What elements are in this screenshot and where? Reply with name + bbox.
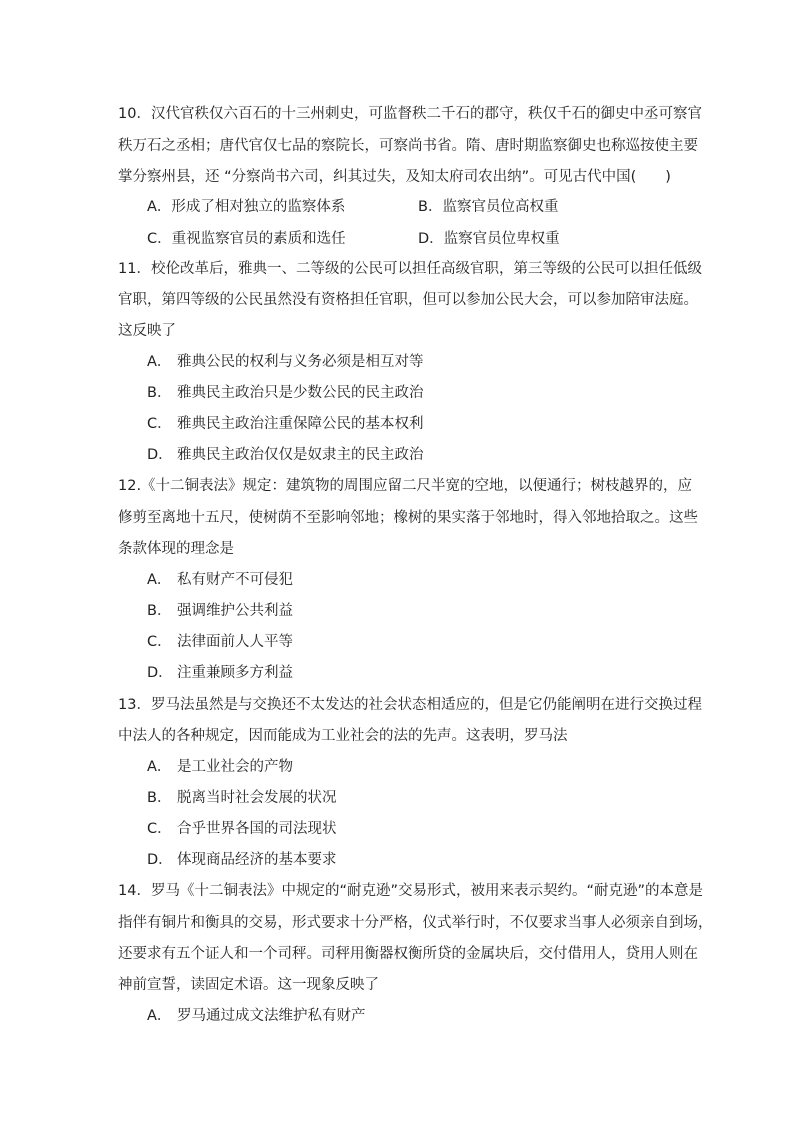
option-d: D． 雅典民主政治仅仅是奴隶主的民主政治: [147, 447, 424, 463]
question-text-line: 神前宣誓，读固定术语。这一现象反映了: [118, 977, 379, 993]
question-text-line: 14．罗马《十二铜表法》中规定的“耐克逊”交易形式，被用来表示契约。“耐克逊”的本意是: [118, 883, 703, 899]
option-d: D．监察官员位卑权重: [418, 231, 560, 247]
option-c: C． 雅典民主政治注重保障公民的基本权利: [147, 416, 424, 432]
option-c: C． 法律面前人人平等: [147, 634, 293, 650]
option-c: C． 合乎世界各国的司法现状: [147, 821, 337, 837]
question-text-line: 11．校伦改革后，雅典一、二等级的公民可以担任高级官职，第三等级的公民可以担任低级: [118, 261, 702, 277]
option-c: C．重视监察官员的素质和选任: [147, 231, 346, 247]
question-text-line: 修剪至离地十五尺，使树荫不至影响邻地；橡树的果实落于邻地时，得入邻地拾取之。这些: [118, 510, 698, 526]
question-text-line: 10．汉代官秩仅六百石的十三州刺史，可监督秩二千石的郡守，秩仅千石的御史中丞可察官: [118, 106, 702, 122]
question-text-line: 13．罗马法虽然是与交换还不太发达的社会状态相适应的，但是它仍能阐明在进行交换过程: [118, 697, 702, 713]
option-b: B． 脱离当时社会发展的状况: [147, 790, 337, 806]
question-text-line: 秩万石之丞相；唐代官仅七品的察院长，可察尚书省。隋、唐时期监察御史也称巡按使主要: [118, 138, 698, 154]
option-a: A． 私有财产不可侵犯: [147, 572, 293, 588]
question-text-line: 条款体现的理念是: [118, 541, 234, 557]
question-text-line: 官职，第四等级的公民虽然没有资格担任官职，但可以参加公民大会，可以参加陪审法庭。: [118, 292, 698, 308]
option-b: B． 强调维护公共利益: [147, 603, 293, 619]
option-a: A． 是工业社会的产物: [147, 759, 293, 775]
option-d: D． 体现商品经济的基本要求: [147, 852, 337, 868]
question-text-line: 指伴有铜片和衡具的交易，形式要求十分严格，仪式举行时，不仅要求当事人必须亲自到场，: [118, 915, 713, 931]
question-text-line: 掌分察州县，还 “分察尚书六司，纠其过失，及知太府司农出纳”。可见古代中国( ): [118, 169, 671, 185]
option-a: A． 雅典公民的权利与义务必须是相互对等: [147, 354, 424, 370]
question-text-line: 还要求有五个证人和一个司秤。司秤用衡器权衡所贷的金属块后，交付借用人，贷用人则在: [118, 946, 698, 962]
question-text-line: 中法人的各种规定，因而能成为工业社会的法的先声。这表明，罗马法: [118, 728, 568, 744]
question-text-line: 12.《十二铜表法》规定：建筑物的周围应留二尺半宽的空地，以便通行；树枝越界的，应: [118, 478, 693, 494]
option-b: B． 雅典民主政治只是少数公民的民主政治: [147, 385, 424, 401]
option-b: B．监察官员位高权重: [418, 199, 559, 215]
option-a: A．形成了相对独立的监察体系: [147, 199, 346, 215]
option-a: A． 罗马通过成文法维护私有财产: [147, 1008, 366, 1024]
option-d: D． 注重兼顾多方利益: [147, 665, 293, 681]
question-text-line: 这反映了: [118, 323, 176, 339]
